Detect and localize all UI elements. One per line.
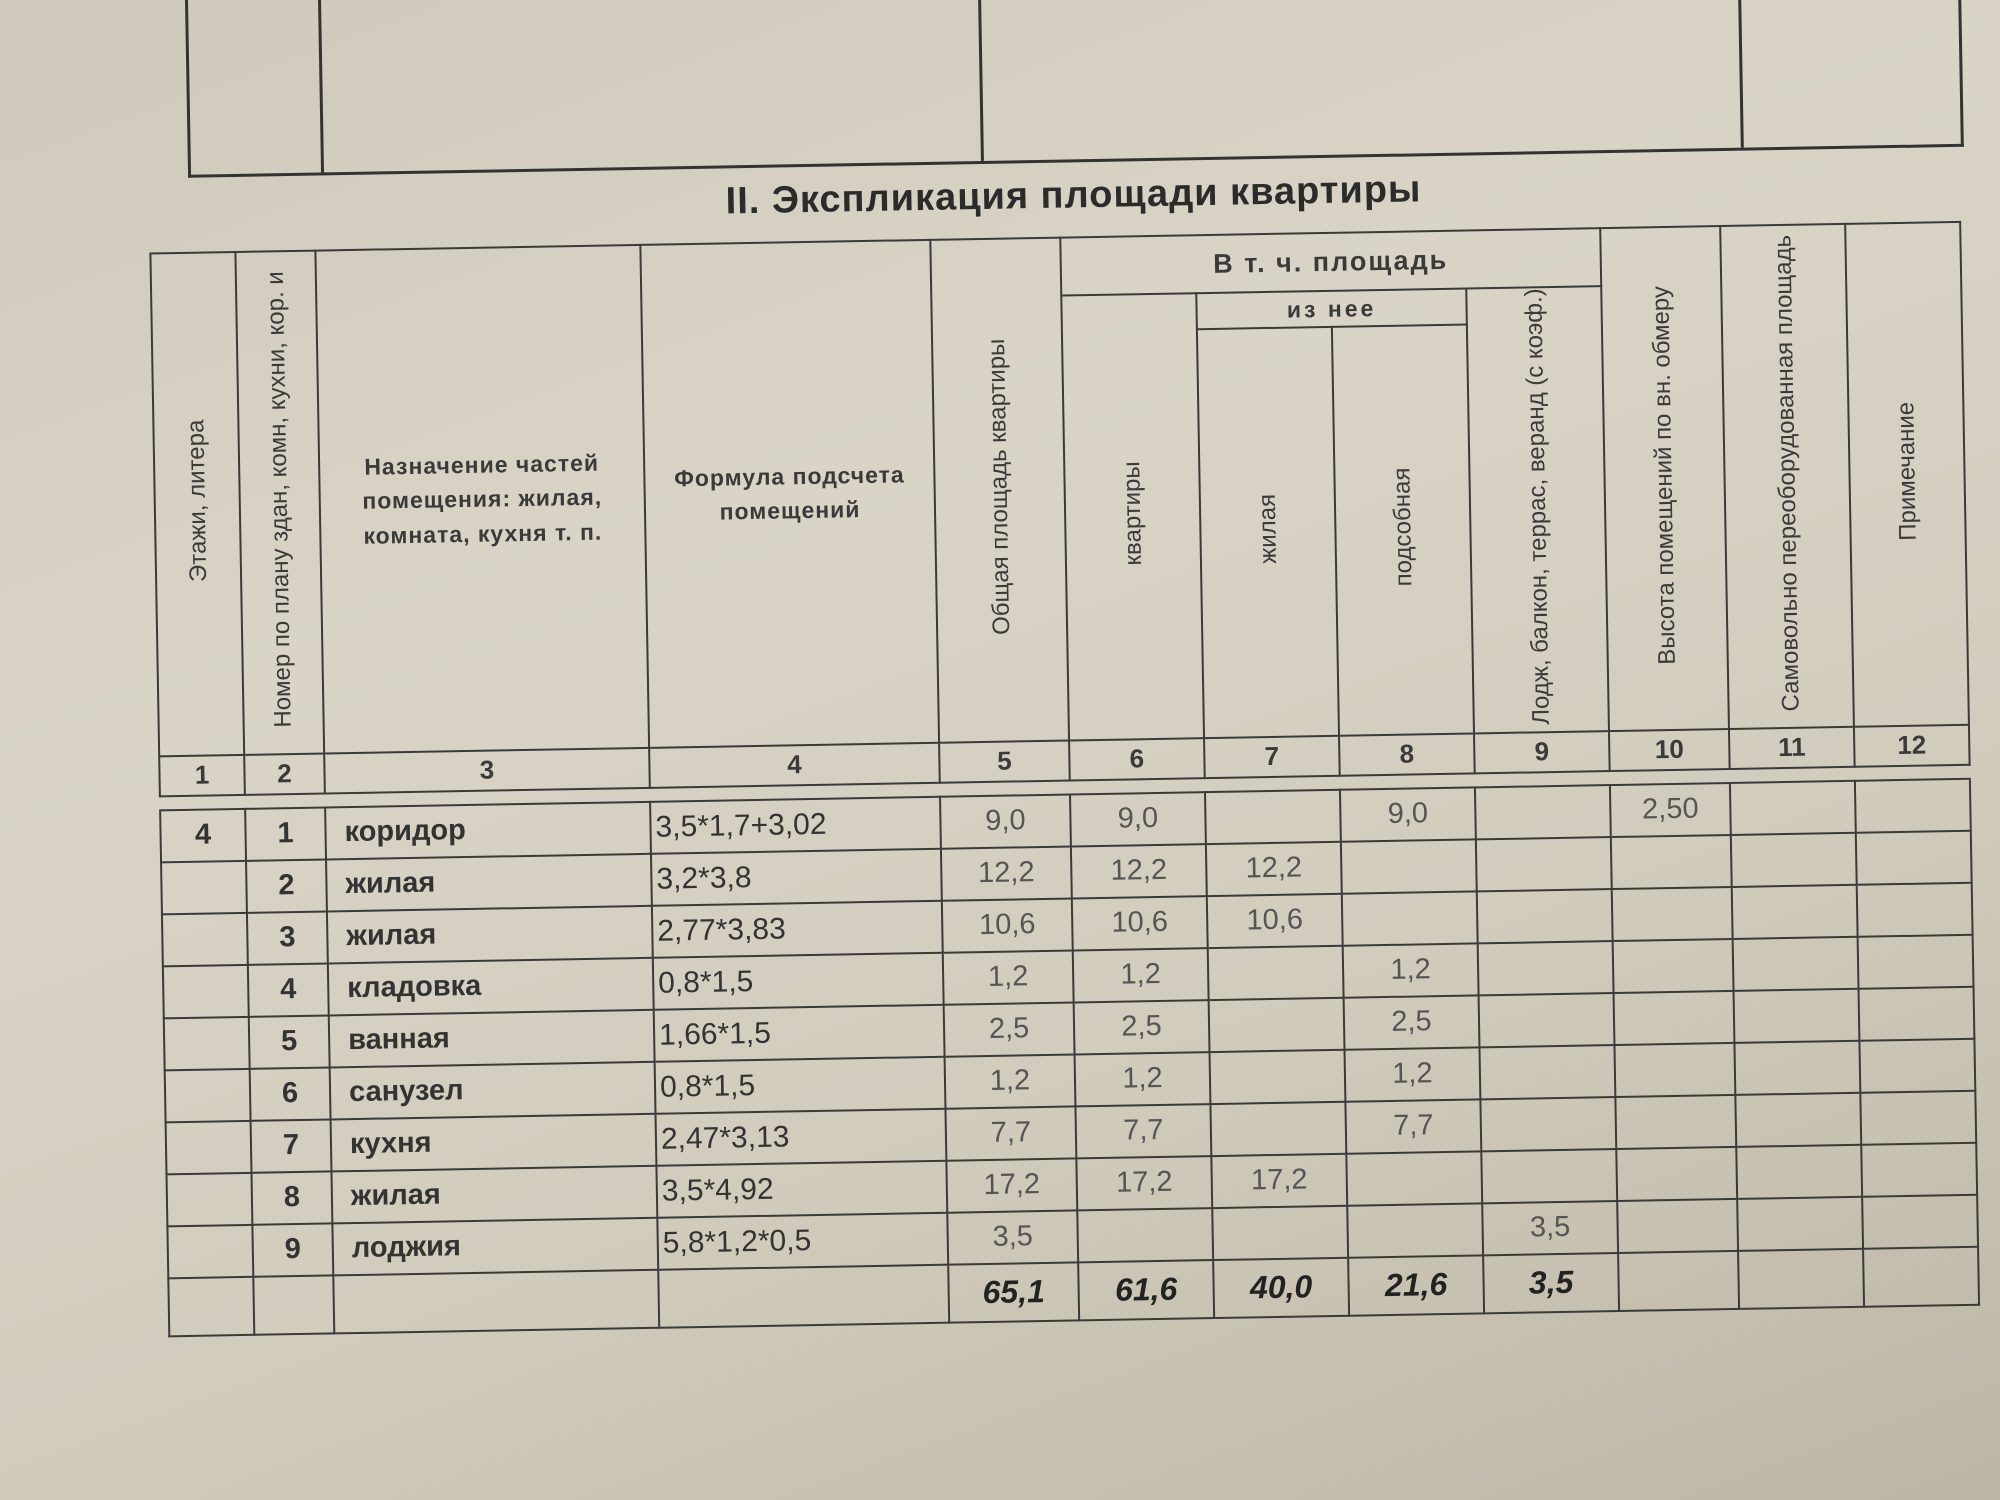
formula-cell: 1,66*1,5 [654, 1004, 945, 1061]
self-converted-cell [1731, 832, 1857, 886]
self-converted-cell [1736, 1144, 1862, 1198]
room-number-cell: 9 [252, 1223, 333, 1276]
height-cell: 2,50 [1610, 783, 1731, 837]
column-number: 8 [1339, 733, 1475, 775]
living-area-cell: 10,6 [1207, 893, 1343, 947]
header-height: Высота помещений по вн. обмеру [1600, 226, 1729, 731]
auxiliary-area-cell: 7,7 [1345, 1099, 1481, 1153]
column-number: 5 [939, 740, 1070, 782]
previous-table-fragment [185, 0, 1964, 178]
note-cell [1859, 1038, 1975, 1092]
apartment-area-cell: 10,6 [1072, 896, 1208, 950]
table-divider [318, 0, 324, 172]
apartment-area-cell: 7,7 [1075, 1104, 1211, 1158]
loggia-area-sum: 3,5 [1483, 1253, 1619, 1313]
room-number-cell: 5 [249, 1015, 330, 1068]
formula-cell: 0,8*1,5 [655, 1056, 946, 1113]
apartment-area-cell: 12,2 [1071, 844, 1207, 898]
section-title: II. Экспликация площади квартиры [725, 168, 1422, 223]
formula-cell: 0,8*1,5 [653, 952, 944, 1009]
auxiliary-area-cell: 9,0 [1340, 787, 1476, 841]
loggia-area-cell [1481, 1149, 1617, 1203]
height-cell [1616, 1146, 1737, 1200]
room-number-cell: 4 [248, 963, 329, 1016]
living-area-cell [1209, 997, 1345, 1051]
auxiliary-area-cell [1346, 1151, 1482, 1205]
self-converted-cell [1737, 1196, 1863, 1250]
column-number: 2 [244, 753, 325, 794]
height-cell [1614, 990, 1735, 1044]
apartment-area-cell: 1,2 [1073, 948, 1209, 1002]
total-area-cell: 3,5 [947, 1210, 1078, 1264]
apartment-area-cell: 17,2 [1076, 1156, 1212, 1210]
self-converted-cell [1734, 988, 1860, 1042]
room-name-cell: жилая [326, 853, 652, 911]
total-area-cell: 1,2 [945, 1054, 1076, 1108]
auxiliary-area-cell: 1,2 [1344, 1047, 1480, 1101]
living-area-cell [1212, 1205, 1348, 1259]
header-of-which: из нее [1196, 289, 1467, 330]
apartment-area-sum: 61,6 [1078, 1260, 1214, 1320]
header-living: жилая [1197, 327, 1339, 738]
self-converted-cell [1732, 884, 1858, 938]
height-cell [1613, 939, 1734, 993]
height-cell [1617, 1198, 1738, 1252]
column-number: 1 [159, 754, 245, 795]
total-area-cell: 2,5 [944, 1002, 1075, 1056]
room-number-cell: 7 [251, 1119, 332, 1172]
column-number: 12 [1854, 724, 1970, 766]
header-floor: Этажи, литера [150, 252, 244, 756]
height-cell [1615, 1094, 1736, 1148]
self-converted-cell [1734, 1040, 1860, 1094]
column-number: 7 [1204, 735, 1340, 777]
table-divider [978, 0, 984, 161]
loggia-area-cell [1480, 1097, 1616, 1151]
total-area-cell: 10,6 [942, 898, 1073, 952]
total-area-cell: 1,2 [943, 950, 1074, 1004]
apartment-area-cell [1077, 1208, 1213, 1262]
floor-cell [166, 1172, 252, 1225]
note-cell [1855, 778, 1971, 832]
explication-table [149, 221, 1980, 1337]
living-area-cell [1208, 945, 1344, 999]
header-room-number: Номер по плану здан, комн, кухни, кор. и [235, 251, 324, 755]
room-number-cell: 1 [245, 807, 326, 860]
auxiliary-area-cell: 1,2 [1343, 943, 1479, 997]
room-name-cell: кухня [331, 1113, 657, 1171]
note-cell [1859, 986, 1975, 1040]
room-number-cell: 6 [250, 1067, 331, 1120]
formula-cell: 2,47*3,13 [656, 1108, 947, 1165]
height-cell [1611, 835, 1732, 889]
total-area-cell: 12,2 [941, 846, 1072, 900]
room-name-cell: кладовка [328, 957, 654, 1015]
header-including-area: В т. ч. площадь [1060, 228, 1601, 295]
formula-cell: 5,8*1,2*0,5 [657, 1212, 948, 1269]
column-number: 3 [324, 747, 650, 793]
room-name-cell: санузел [330, 1061, 656, 1119]
column-number: 11 [1729, 726, 1855, 768]
height-cell [1614, 1042, 1735, 1096]
column-number: 10 [1609, 729, 1730, 771]
floor-cell: 4 [160, 808, 246, 861]
floor-cell [166, 1120, 252, 1173]
room-name-cell: жилая [327, 905, 653, 963]
floor-cell [164, 1016, 250, 1069]
floor-cell [162, 912, 248, 965]
auxiliary-area-cell [1342, 891, 1478, 945]
note-cell [1857, 882, 1973, 936]
header-note: Примечание [1845, 222, 1969, 726]
living-area-cell [1210, 1049, 1346, 1103]
header-total-area: Общая площадь квартиры [930, 238, 1069, 743]
loggia-area-cell [1477, 889, 1613, 943]
room-name-cell: ванная [329, 1009, 655, 1067]
apartment-area-cell: 9,0 [1070, 792, 1206, 846]
room-name-cell: коридор [325, 801, 651, 859]
living-area-cell [1205, 789, 1341, 843]
header-self-converted: Самовольно переоборудованная площадь [1720, 224, 1854, 729]
auxiliary-area-cell: 2,5 [1344, 995, 1480, 1049]
note-cell [1856, 830, 1972, 884]
formula-cell: 3,2*3,8 [651, 848, 942, 905]
note-cell [1862, 1194, 1978, 1248]
note-cell [1861, 1142, 1977, 1196]
loggia-area-cell [1475, 785, 1611, 839]
apartment-area-cell: 2,5 [1074, 1000, 1210, 1054]
loggia-area-cell [1479, 993, 1615, 1047]
auxiliary-area-cell [1347, 1203, 1483, 1257]
self-converted-cell [1733, 936, 1859, 990]
self-converted-cell [1730, 780, 1856, 834]
auxiliary-area-cell [1341, 839, 1477, 893]
column-number: 9 [1474, 731, 1610, 773]
header-formula: Формула подсчета помещений [640, 240, 939, 748]
apartment-area-cell: 1,2 [1075, 1052, 1211, 1106]
living-area-cell [1210, 1101, 1346, 1155]
note-cell [1860, 1090, 1976, 1144]
formula-cell: 2,77*3,83 [652, 900, 943, 957]
formula-cell: 3,5*1,7+3,02 [650, 796, 941, 853]
living-area-cell: 12,2 [1206, 841, 1342, 895]
auxiliary-area-sum: 21,6 [1348, 1255, 1484, 1315]
header-loggia: Лодж, балкон, террас, веранд (с коэф.) [1466, 286, 1609, 733]
room-number-cell: 3 [247, 911, 328, 964]
table-body [160, 778, 1978, 1278]
total-area-cell: 7,7 [945, 1106, 1076, 1160]
total-area-cell: 9,0 [940, 794, 1071, 848]
floor-cell [163, 964, 249, 1017]
loggia-area-cell: 3,5 [1482, 1201, 1618, 1255]
room-number-cell: 8 [251, 1171, 332, 1224]
loggia-area-cell [1479, 1045, 1615, 1099]
floor-cell [161, 860, 247, 913]
loggia-area-cell [1478, 941, 1614, 995]
self-converted-cell [1735, 1092, 1861, 1146]
room-name-cell: лоджия [332, 1217, 658, 1275]
column-number: 6 [1069, 738, 1205, 780]
total-area-cell: 17,2 [946, 1158, 1077, 1212]
floor-cell [165, 1068, 251, 1121]
room-number-cell: 2 [246, 859, 327, 912]
column-number: 4 [649, 742, 940, 787]
living-area-sum: 40,0 [1213, 1257, 1349, 1317]
living-area-cell: 17,2 [1211, 1153, 1347, 1207]
formula-cell: 3,5*4,92 [656, 1160, 947, 1217]
header-auxiliary: подсобная [1332, 325, 1474, 736]
floor-cell [167, 1224, 253, 1277]
loggia-area-cell [1476, 837, 1612, 891]
table-divider [1738, 0, 1744, 148]
room-name-cell: жилая [331, 1165, 657, 1223]
header-purpose: Назначение частей помещения: жилая, комната, кухня т. п. [315, 245, 649, 753]
note-cell [1858, 934, 1974, 988]
total-area-sum: 65,1 [948, 1262, 1079, 1322]
height-cell [1612, 887, 1733, 941]
header-apartment: квартиры [1061, 293, 1204, 740]
